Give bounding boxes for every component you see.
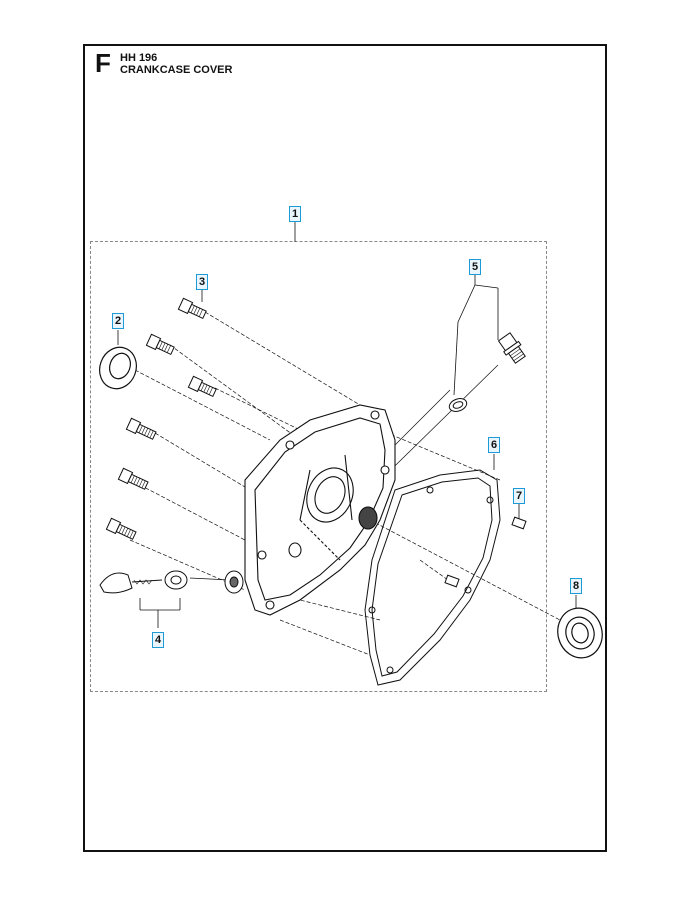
crankcase-cover — [245, 405, 395, 615]
callout-7[interactable]: 7 — [513, 488, 525, 504]
section-letter: F — [95, 48, 111, 78]
model-name: HH 196 — [120, 52, 158, 64]
callout-5[interactable]: 5 — [469, 259, 481, 275]
callout-6[interactable]: 6 — [488, 437, 500, 453]
callout-8[interactable]: 8 — [570, 578, 582, 594]
bearing — [552, 603, 607, 663]
callout-4[interactable]: 4 — [152, 632, 164, 648]
dipstick-assembly — [100, 571, 243, 593]
diagram-title: CRANKCASE COVER — [120, 64, 233, 76]
callout-2[interactable]: 2 — [112, 313, 124, 329]
callout-3[interactable]: 3 — [196, 274, 208, 290]
dowel-pins — [445, 517, 526, 587]
bolts — [106, 298, 217, 541]
oil-seal — [94, 342, 142, 394]
callout-1[interactable]: 1 — [289, 206, 301, 222]
drain-plug — [447, 332, 527, 414]
